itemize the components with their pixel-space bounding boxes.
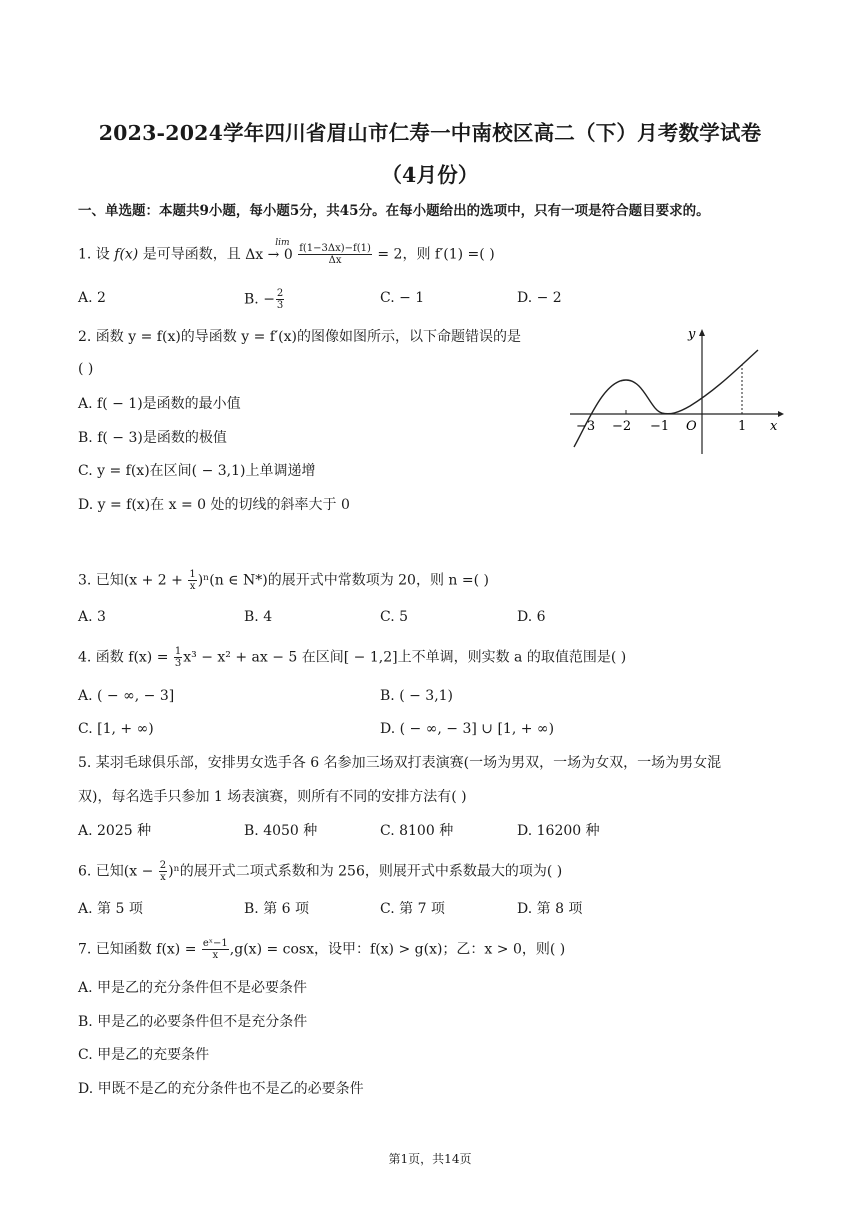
exam-title-line2: （4月份） xyxy=(381,163,479,187)
q5-option-b: B. 4050 种 xyxy=(244,823,318,839)
page-footer: 第1页，共14页 xyxy=(388,1152,472,1166)
q4-frac-num: 1 xyxy=(174,646,182,657)
q1-option-c: C. − 1 xyxy=(380,290,425,306)
derivative-graph xyxy=(566,322,786,462)
q3-fraction xyxy=(188,569,196,592)
origin-label: O xyxy=(686,419,697,434)
q6-frac-num: 2 xyxy=(159,860,167,871)
tick-label-minus1: −1 xyxy=(650,419,670,434)
exam-title-line1: 2023-2024学年四川省眉山市仁寿一中南校区高二（下）月考数学试卷 xyxy=(98,121,762,145)
q3-frac-num: 1 xyxy=(189,569,196,580)
question-6-stem xyxy=(78,860,562,883)
q6-pre: 6. 已知(x − xyxy=(78,863,158,880)
q1-frac-num: f(1−3Δx)−f(1) xyxy=(299,243,371,254)
q1-optb-num: 2 xyxy=(276,288,284,299)
q4-fraction xyxy=(174,646,182,669)
q1-fraction xyxy=(298,243,372,266)
x-axis-label: x xyxy=(770,419,778,434)
q5-option-a: A. 2025 种 xyxy=(78,823,152,839)
question-2-stem-line1: 2. 函数 y = f(x)的导函数 y = f′(x)的图像如图所示，以下命题错误的是 xyxy=(78,329,521,345)
q4-option-a: A. ( − ∞, − 3] xyxy=(78,688,175,704)
q1-option-a: A. 2 xyxy=(78,290,106,306)
q7-option-c: C. 甲是乙的充要条件 xyxy=(78,1047,210,1063)
q3-option-a: A. 3 xyxy=(78,609,106,625)
q3-option-b: B. 4 xyxy=(244,609,273,625)
q6-option-d: D. 第 8 项 xyxy=(517,901,583,917)
q1-mid: 是可导函数，且 xyxy=(142,246,241,263)
q4-option-b: B. ( − 3,1) xyxy=(380,688,454,704)
question-5-stem-line1: 5. 某羽毛球俱乐部，安排男女选手各 6 名参加三场双打表演赛(一场为男双，一场为女双，一场为男女混 xyxy=(78,755,722,771)
q6-option-b: B. 第 6 项 xyxy=(244,901,309,917)
q1-lim-word: lim xyxy=(275,237,290,248)
q2-option-b: B. f( − 3)是函数的极值 xyxy=(78,430,227,446)
q4-option-d: D. ( − ∞, − 3] ∪ [1, + ∞) xyxy=(380,721,555,737)
tick-label-minus3: −3 xyxy=(576,419,596,434)
q1-fx: f(x) xyxy=(114,246,139,263)
q7-option-b: B. 甲是乙的必要条件但不是充分条件 xyxy=(78,1014,308,1030)
q5-option-c: C. 8100 种 xyxy=(380,823,454,839)
q7-fraction xyxy=(202,938,229,961)
tick-label-1: 1 xyxy=(738,419,747,434)
tick-label-minus2: −2 xyxy=(612,419,632,434)
q1-lim-arrow: Δx → 0 xyxy=(245,246,293,263)
q1-option-b xyxy=(244,288,285,311)
q1-fprime: f′(1) =( ) xyxy=(434,246,495,263)
q7-post: ,g(x) = cosx，设甲：f(x) > g(x)；乙：x > 0，则( ) xyxy=(229,941,566,958)
q3-option-d: D. 6 xyxy=(517,609,546,625)
question-1-stem xyxy=(78,237,495,266)
q2-option-c: C. y = f(x)在区间( − 3,1)上单调递增 xyxy=(78,463,316,479)
q5-option-d: D. 16200 种 xyxy=(517,823,600,839)
q1-limit xyxy=(245,237,293,265)
q1-frac-den: Δx xyxy=(328,255,342,266)
section-heading: 一、单选题：本题共9小题，每小题5分，共45分。在每小题给出的选项中，只有一项是符合题目要求的。 xyxy=(78,203,710,219)
q2-option-d: D. y = f(x)在 x = 0 处的切线的斜率大于 0 xyxy=(78,497,350,513)
q6-option-c: C. 第 7 项 xyxy=(380,901,445,917)
q1-option-b-fraction xyxy=(276,288,284,311)
q4-post: x³ − x² + ax − 5 在区间[ − 1,2]上不单调，则实数 a 的取值范围是( ) xyxy=(183,649,627,666)
y-axis-label: y xyxy=(688,327,696,342)
q6-frac-den: x xyxy=(160,872,166,883)
q2-option-a: A. f( − 1)是函数的最小值 xyxy=(78,396,241,412)
question-4-stem xyxy=(78,646,626,669)
question-3-stem xyxy=(78,569,489,592)
q1-optb-den: 3 xyxy=(276,300,284,311)
q6-post: )ⁿ的展开式二项式系数和为 256，则展开式中系数最大的项为( ) xyxy=(168,863,563,880)
question-5-stem-line2: 双)，每名选手只参加 1 场表演赛，则所有不同的安排方法有( ) xyxy=(78,789,467,805)
q1-prefix: 1. 设 xyxy=(78,246,110,263)
question-2-stem-line2: ( ) xyxy=(78,361,94,377)
q1-eq: = 2，则 xyxy=(377,246,435,263)
q6-option-a: A. 第 5 项 xyxy=(78,901,143,917)
q6-fraction xyxy=(159,860,167,883)
q3-pre: 3. 已知(x + 2 + xyxy=(78,572,188,589)
q4-option-c: C. [1, + ∞) xyxy=(78,721,154,737)
question-7-stem xyxy=(78,938,565,961)
q7-option-d: D. 甲既不是乙的充分条件也不是乙的必要条件 xyxy=(78,1081,364,1097)
x-axis-arrow xyxy=(778,411,784,417)
q3-post: )ⁿ(n ∈ N*)的展开式中常数项为 20，则 n =( ) xyxy=(197,572,489,589)
q1-option-b-label: B. − xyxy=(244,291,275,308)
q4-frac-den: 3 xyxy=(174,658,182,669)
q1-option-d: D. − 2 xyxy=(517,290,562,306)
q4-pre: 4. 函数 f(x) = xyxy=(78,649,173,666)
y-axis-arrow xyxy=(699,329,705,336)
q3-frac-den: x xyxy=(189,581,196,592)
q3-option-c: C. 5 xyxy=(380,609,409,625)
q7-option-a: A. 甲是乙的充分条件但不是必要条件 xyxy=(78,980,308,996)
q7-frac-den: x xyxy=(212,950,219,961)
q7-frac-num: eˣ−1 xyxy=(202,938,228,949)
q7-pre: 7. 已知函数 f(x) = xyxy=(78,941,201,958)
